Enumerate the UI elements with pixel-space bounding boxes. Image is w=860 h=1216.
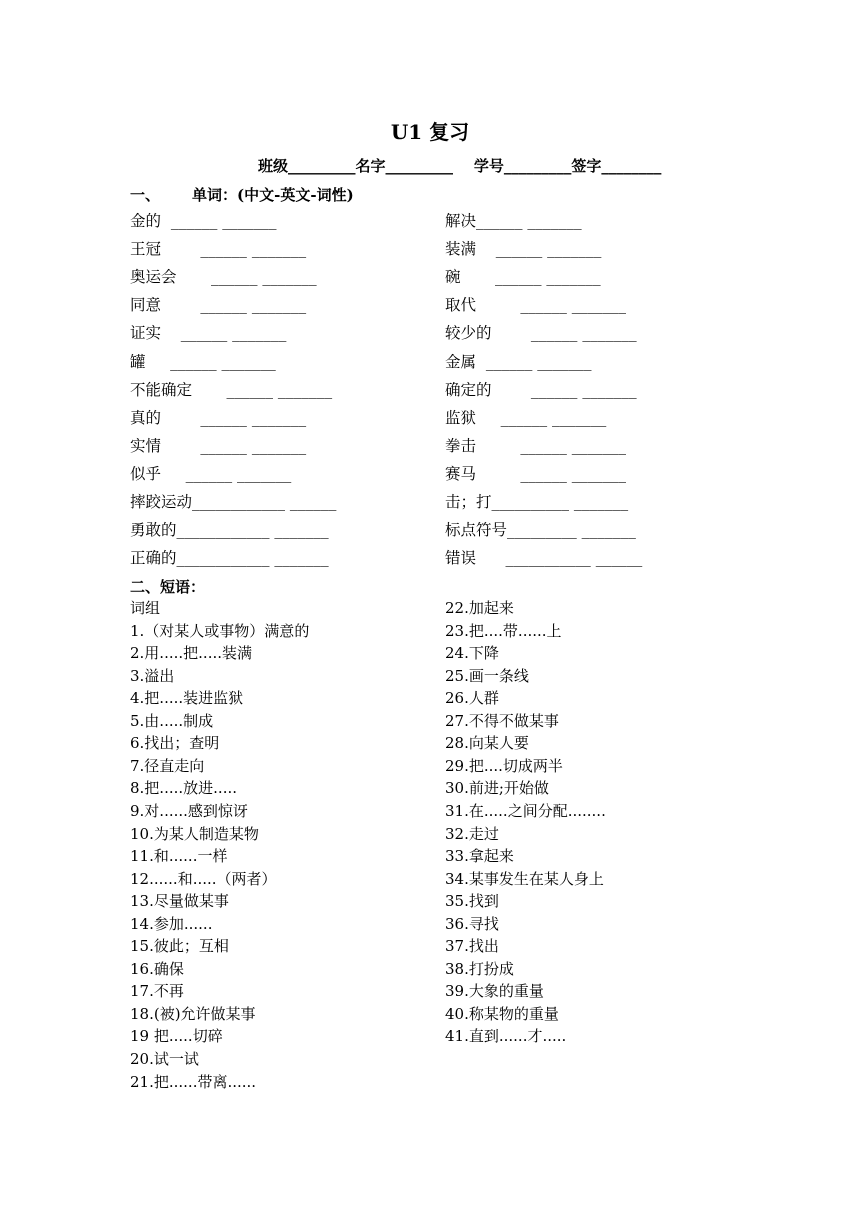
phrase-item: 31.在.....之间分配........: [445, 801, 606, 820]
phrase-item: 17.不再: [130, 982, 184, 1001]
vocab-item: 赛马 ______ _______: [445, 464, 627, 483]
phrase-item: 10.为某人制造某物: [130, 824, 259, 843]
vocab-item: 解决______ _______: [445, 212, 582, 230]
phrase-item: 27.不得不做某事: [445, 711, 559, 730]
phrase-item: 7.径直走向: [130, 756, 205, 775]
phrase-item: 33.拿起来: [445, 847, 514, 866]
vocab-item: 真的 ______ _______: [130, 408, 307, 427]
phrase-item: 38.打扮成: [445, 959, 514, 978]
phrase-item: 13.尽量做某事: [130, 892, 229, 911]
phrase-item: 37.找出: [445, 937, 499, 956]
vocab-item: 监狱 ______ _______: [445, 408, 607, 427]
vocab-item: 击；打__________ _______: [445, 493, 629, 511]
phrase-item: 41.直到......才.....: [445, 1027, 567, 1046]
phrase-item: 3.溢出: [130, 666, 175, 685]
phrase-item: 32.走过: [445, 824, 499, 843]
phrase-item: 词组: [130, 599, 161, 617]
phrase-item: 2.用.....把.....装满: [130, 644, 252, 663]
phrase-item: 9.对......感到惊讶: [130, 801, 248, 820]
vocab-item: 勇敢的____________ _______: [130, 521, 329, 540]
phrase-item: 11.和......一样: [130, 847, 228, 866]
phrase-item: 23.把....带......上: [445, 621, 562, 640]
vocab-item: 标点符号_________ _______: [445, 521, 636, 540]
vocab-item: 金属 ______ _______: [445, 352, 592, 371]
vocab-item: 摔跤运动____________ ______: [130, 493, 337, 511]
phrase-item: 20.试一试: [130, 1050, 199, 1068]
phrase-item: 36.寻找: [445, 914, 499, 933]
phrase-item: 29.把....切成两半: [445, 756, 563, 775]
vocab-item: 正确的____________ _______: [130, 549, 329, 568]
phrase-item: 24.下降: [445, 644, 499, 663]
phrase-item: 19 把.....切碎: [130, 1027, 223, 1046]
phrase-item: 34.某事发生在某人身上: [445, 869, 604, 888]
phrase-item: 35.找到: [445, 892, 499, 911]
vocab-item: 错误 ___________ ______: [445, 549, 643, 568]
phrase-item: 30.前进;开始做: [445, 779, 549, 798]
phrase-item: 15.彼此；互相: [130, 937, 229, 956]
phrase-item: 4.把.....装进监狱: [130, 689, 244, 708]
vocab-item: 实情 ______ _______: [130, 436, 307, 455]
phrase-item: 12......和.....（两者）: [130, 869, 277, 888]
phrase-item: 25.画一条线: [445, 666, 529, 685]
phrase-item: 21.把......带离......: [130, 1072, 257, 1091]
page-title: U1 复习: [390, 120, 470, 144]
vocab-item: 王冠 ______ _______: [130, 240, 307, 259]
vocab-item: 取代 ______ _______: [445, 296, 627, 315]
vocab-item: 装满 ______ _______: [445, 240, 602, 259]
phrase-item: 40.称某物的重量: [445, 1004, 559, 1023]
vocab-item: 罐 ______ _______: [130, 352, 276, 371]
vocab-item: 同意 ______ _______: [130, 296, 307, 315]
vocab-item: 似乎 ______ _______: [130, 464, 292, 483]
vocab-item: 拳击 ______ _______: [445, 436, 627, 455]
phrase-item: 39.大象的重量: [445, 982, 544, 1001]
phrase-item: 6.找出；查明: [130, 734, 220, 753]
section-1-heading: [130, 184, 354, 205]
vocab-item: 碗 ______ _______: [445, 268, 601, 287]
phrase-item: 5.由.....制成: [130, 711, 214, 730]
vocab-item: 奥运会 ______ _______: [130, 268, 317, 287]
phrase-item: 16.确保: [130, 959, 184, 978]
phrase-item: 22.加起来: [445, 599, 514, 617]
vocab-item: 证实 ______ _______: [130, 324, 287, 343]
student-info-line: 班级_________名字_________ 学号_________签字________: [258, 157, 662, 175]
vocab-item: 不能确定 ______ _______: [130, 380, 333, 399]
phrase-item: 1.（对某人或事物）满意的: [130, 621, 310, 640]
section-2-heading: 二、短语：: [130, 578, 206, 596]
vocab-item: 确定的 ______ _______: [445, 380, 637, 399]
phrase-item: 26.人群: [445, 689, 499, 708]
section-1-label: 单词：(中文-英文-词性): [192, 186, 354, 204]
section-1-number: 一、: [130, 186, 161, 204]
phrase-item: 14.参加......: [130, 914, 213, 933]
phrase-item: 18.(被)允许做某事: [130, 1004, 256, 1023]
vocab-item: 金的 ______ _______: [130, 212, 277, 230]
phrase-item: 8.把.....放进.....: [130, 779, 237, 798]
phrase-item: 28.向某人要: [445, 734, 529, 753]
vocab-item: 较少的 ______ _______: [445, 324, 637, 343]
